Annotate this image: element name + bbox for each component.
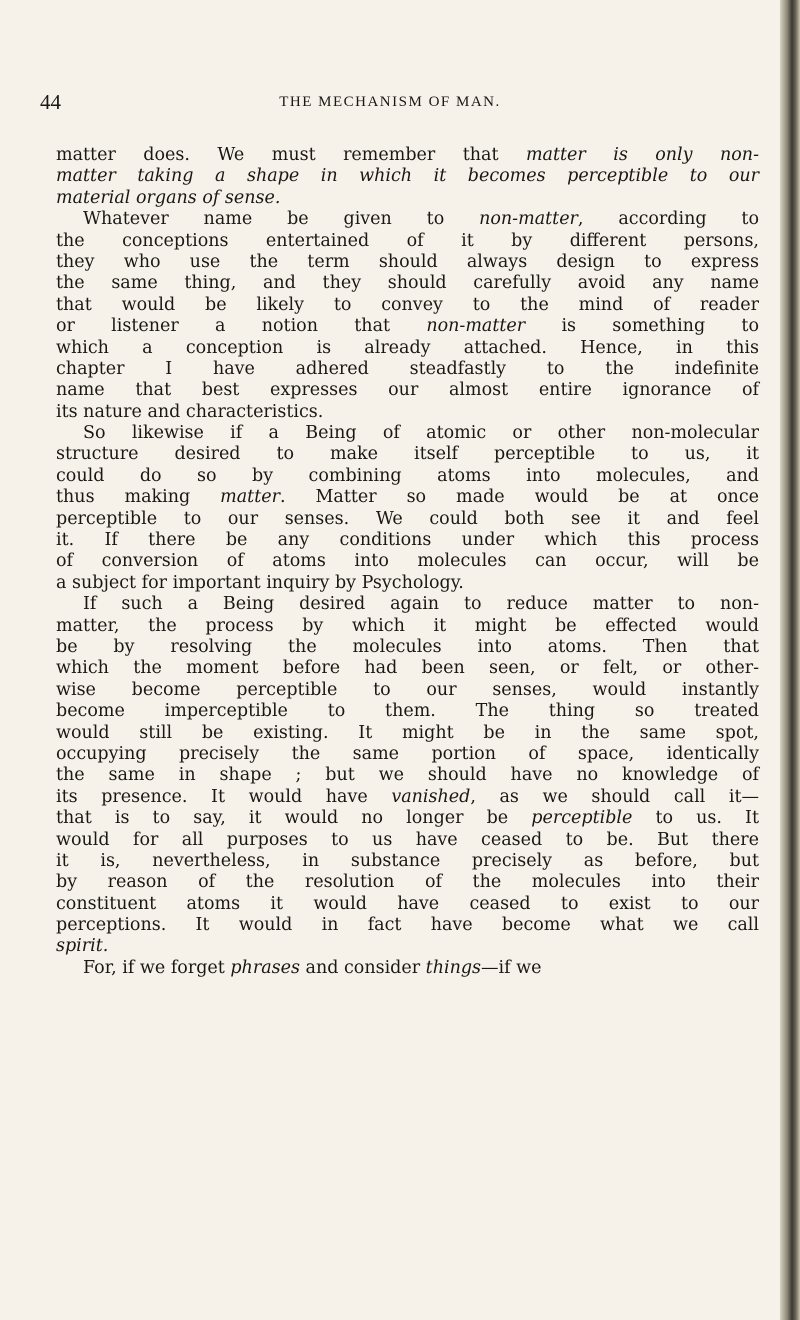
running-title: THE MECHANISM OF MAN.: [279, 94, 501, 110]
text-line: or listener a notion that non-matter is something to: [56, 316, 759, 337]
text-line: thus making matter. Matter so made would be at once: [56, 487, 759, 508]
text-line: If such a Being desired again to reduce matter to non-: [83, 594, 759, 615]
page-number: 44: [40, 90, 61, 114]
text-line: perceptible to our senses. We could both see it and feel: [56, 508, 759, 529]
text-line: that is to say, it would no longer be perceptible to us. It: [56, 808, 759, 829]
text-line: by reason of the resolution of the molecules into their: [56, 872, 759, 893]
text-line: be by resolving the molecules into atoms. Then that: [56, 636, 759, 657]
text-line: the same in shape ; but we should have no knowledge of: [56, 765, 759, 786]
text-line: its presence. It would have vanished, as we should call it—: [56, 786, 760, 807]
text-line: it is, nevertheless, in substance precisely as before, but: [56, 850, 759, 871]
text-line: a subject for important inquiry by Psychology.: [56, 572, 464, 593]
text-line: which a conception is already attached. Hence, in this: [56, 337, 759, 358]
text-line: matter, the process by which it might be effected would: [56, 615, 759, 636]
text-line: which the moment before had been seen, or felt, or other-: [56, 658, 759, 679]
text-line: name that best expresses our almost entire ignorance of: [56, 380, 759, 401]
text-line: would still be existing. It might be in the same spot,: [56, 722, 759, 743]
text-line: Whatever name be given to non-matter, according to: [83, 209, 759, 230]
text-line: it. If there be any conditions under which this process: [56, 530, 759, 551]
text-line: they who use the term should always design to express: [56, 251, 759, 272]
text-line: For, if we forget phrases and consider things—if we: [83, 957, 542, 978]
page-binding-edge: [780, 0, 800, 1320]
text-line: the conceptions entertained of it by different persons,: [56, 230, 759, 251]
text-line: matter does. We must remember that matter is only non-: [56, 145, 759, 165]
page-header: [0, 90, 780, 120]
text-line: perceptions. It would in fact have become what we call: [56, 915, 759, 936]
text-line: spirit.: [56, 936, 109, 957]
text-line: would for all purposes to us have ceased to be. But there: [56, 829, 759, 850]
text-line: the same thing, and they should carefully avoid any name: [56, 273, 759, 294]
text-line: So likewise if a Being of atomic or other non-molecular: [83, 423, 759, 444]
text-line: chapter I have adhered steadfastly to the indefinite: [56, 358, 759, 379]
text-line: material organs of sense.: [56, 187, 281, 208]
text-line: structure desired to make itself perceptible to us, it: [56, 444, 759, 465]
text-line: occupying precisely the same portion of space, identically: [56, 743, 759, 764]
text-line: its nature and characteristics.: [56, 401, 324, 422]
text-line: that would be likely to convey to the mind of reader: [56, 294, 759, 315]
text-line: become imperceptible to them. The thing so treated: [56, 701, 759, 722]
text-line: wise become perceptible to our senses, would instantly: [56, 679, 759, 700]
text-line: of conversion of atoms into molecules can occur, will be: [56, 551, 759, 572]
body-text: [56, 145, 759, 979]
text-line: could do so by combining atoms into molecules, and: [56, 465, 759, 486]
text-line: constituent atoms it would have ceased to exist to our: [56, 893, 759, 914]
text-line: matter taking a shape in which it becomes perceptible to our: [56, 166, 759, 187]
